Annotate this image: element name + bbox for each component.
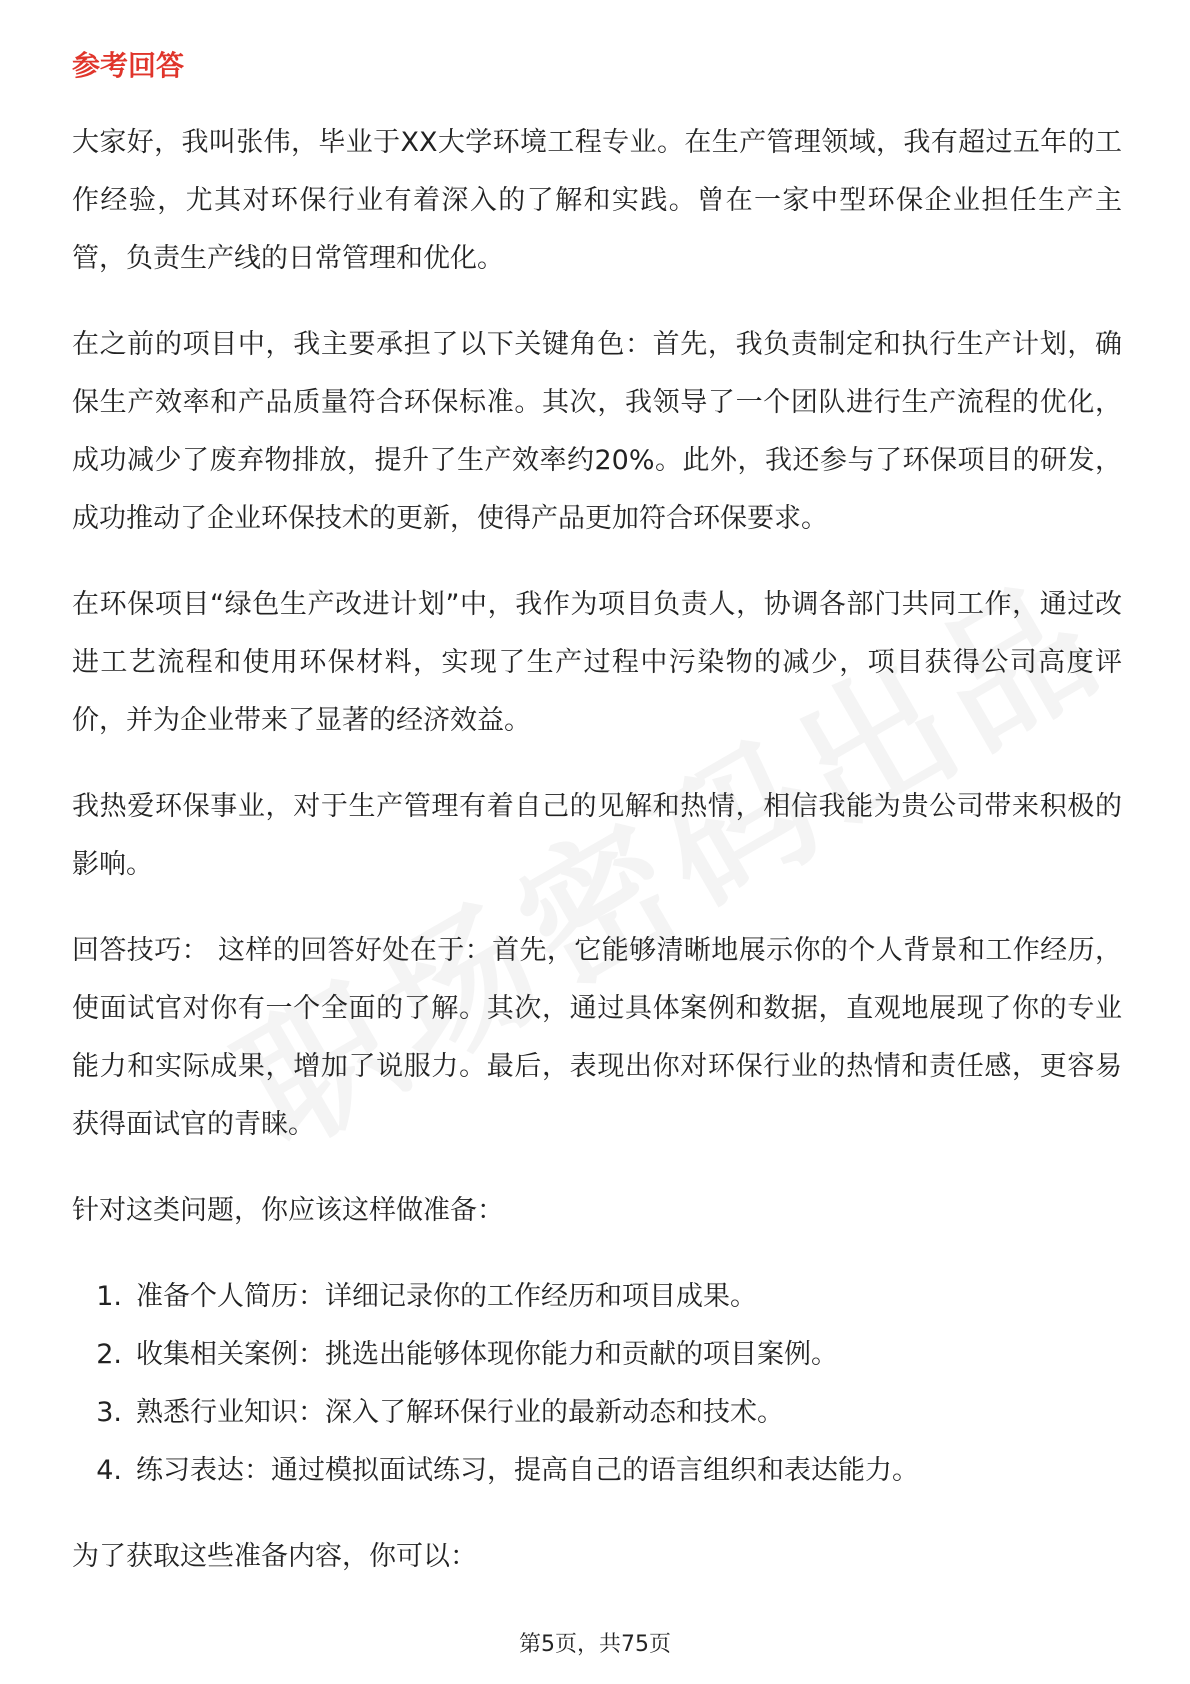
- list-item-number: 2.: [96, 1339, 122, 1370]
- list-item-number: 3.: [96, 1397, 122, 1428]
- intro-paragraph: 大家好，我叫张伟，毕业于XX大学环境工程专业。在生产管理领域，我有超过五年的工作经验，尤其对环保行业有着深入的了解和实践。曾在一家中型环保企业担任生产主管，负责生产线的日常管理和优化。: [72, 127, 1122, 274]
- list-item-number: 4.: [96, 1455, 122, 1486]
- list-item-text: 准备个人简历：详细记录你的工作经历和项目成果。: [136, 1281, 757, 1312]
- list-item: [72, 1442, 1122, 1500]
- passion-paragraph: 我热爱环保事业，对于生产管理有着自己的见解和热情，相信我能为贵公司带来积极的影响。: [72, 791, 1122, 880]
- project-roles-paragraph: 在之前的项目中，我主要承担了以下关键角色：首先，我负责制定和执行生产计划，确保生产效率和产品质量符合环保标准。其次，我领导了一个团队进行生产流程的优化，成功减少了废弃物排放，提升了生产效率约20%。此外，我还参与了环保项目的研发，成功推动了企业环保技术的更新，使得产品更加符合环保要求。: [72, 329, 1122, 534]
- list-item: [72, 1326, 1122, 1384]
- list-item-text: 熟悉行业知识：深入了解环保行业的最新动态和技术。: [136, 1397, 784, 1428]
- list-item: [72, 1268, 1122, 1326]
- answer-tips-paragraph: 回答技巧： 这样的回答好处在于：首先，它能够清晰地展示你的个人背景和工作经历，使面试官对你有一个全面的了解。其次，通过具体案例和数据，直观地展现了你的专业能力和实际成果，增加了说服力。最后，表现出你对环保行业的热情和责任感，更容易获得面试官的青睐。: [72, 935, 1122, 1140]
- list-item-number: 1.: [96, 1281, 122, 1312]
- green-project-paragraph: 在环保项目“绿色生产改进计划”中，我作为项目负责人，协调各部门共同工作，通过改进工艺流程和使用环保材料，实现了生产过程中污染物的减少，项目获得公司高度评价，并为企业带来了显著的经济效益。: [72, 589, 1122, 736]
- preparation-list: [72, 1268, 1122, 1500]
- preparation-intro-paragraph: 针对这类问题，你应该这样做准备：: [72, 1195, 504, 1226]
- list-item-text: 练习表达：通过模拟面试练习，提高自己的语言组织和表达能力。: [136, 1455, 919, 1486]
- list-item-text: 收集相关案例：挑选出能够体现你能力和贡献的项目案例。: [136, 1339, 838, 1370]
- section-title: 参考回答: [72, 49, 185, 82]
- closing-paragraph: 为了获取这些准备内容，你可以：: [72, 1541, 477, 1572]
- page-content: [72, 46, 1122, 1614]
- page-number-footer: 第5页，共75页: [519, 1632, 671, 1657]
- list-item: [72, 1384, 1122, 1442]
